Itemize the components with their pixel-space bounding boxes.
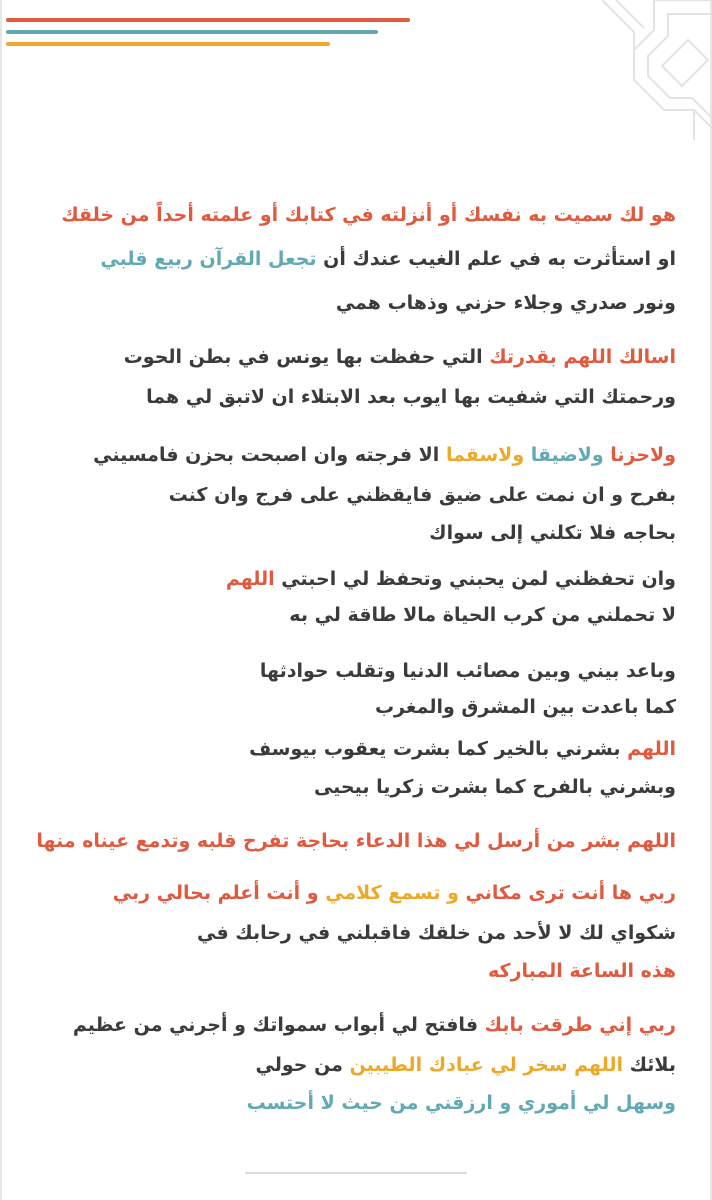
poem-segment: كما باعدت بين المشرق والمغرب (374, 696, 676, 718)
poem-segment: وان تحفظني لمن يحبني وتحفظ لي احبتي (274, 568, 676, 590)
poem-segment: شكواي لك لا لأحد من خلقك فاقبلني في رحابك في (197, 922, 676, 944)
poem-line (24, 826, 676, 856)
poem-segment: او استأثرت به في علم الغيب عندك أن (316, 248, 676, 270)
poem-segment: بشرني بالخير كما بشرت يعقوب بيوسف (249, 738, 628, 760)
poem-segment: اللهم (627, 738, 676, 760)
poem-segment: هذه الساعة المباركه (488, 960, 676, 982)
poem-line (24, 956, 676, 986)
poem-segment: بحاجه فلا تكلني إلى سواك (429, 522, 676, 544)
poem-segment: بفرح و ان نمت على ضيق فايقظني على فرج وان كنت (168, 484, 676, 506)
poem-segment: هو لك سميت به نفسك أو أنزلته في كتابك أو علمته أحداً من خلقك (61, 204, 676, 226)
poem-line (24, 734, 676, 764)
poem-segment: تجعل القرآن ربيع قلبي (100, 248, 317, 270)
poem-segment: بلائك (622, 1054, 676, 1076)
poem-line (24, 288, 676, 318)
poem-line (24, 656, 676, 686)
poem-line (24, 440, 676, 470)
poem-line (24, 564, 676, 594)
poem-line (24, 1088, 676, 1118)
poem-segment: ولاسقما (445, 444, 525, 466)
poem-segment: من حولي (255, 1054, 350, 1076)
poem-line (24, 244, 676, 274)
poem-segment: و أنت أعلم بحالي ربي (112, 882, 319, 904)
poem-line (24, 200, 676, 230)
poem-segment: ونور صدري وجلاء حزني وذهاب همي (335, 292, 676, 314)
poem-line (24, 772, 676, 802)
poem-segment: وبشرني بالفرح كما بشرت زكريا بيحيى (313, 776, 676, 798)
poem-segment: ورحمتك التي شفيت بها ايوب بعد الابتلاء ان لاتبق لي هما (146, 386, 676, 408)
poem-line (24, 878, 676, 908)
poem-line (24, 1050, 676, 1080)
poem-segment: الا فرجته وان اصبحت بحزن فامسيني (93, 444, 446, 466)
poem-segment: التي حفظت بها يونس في بطن الحوت (123, 346, 490, 368)
poem-segment: وسهل لي أموري و ارزقني من حيث لا أحتسب (246, 1092, 676, 1114)
poem-line (24, 518, 676, 548)
poem-segment: ربي ها أنت ترى مكاني (458, 882, 676, 904)
poem-line (24, 692, 676, 722)
poem-segment: ولاضيقا (524, 444, 604, 466)
poem-segment: و تسمع كلامي (318, 882, 459, 904)
poem-segment: اللهم بشر من أرسل لي هذا الدعاء بحاجة تفرح قلبه وتدمع عيناه منها (36, 830, 676, 852)
poem-segment: اللهم سخر لي عبادك الطيبين (349, 1054, 623, 1076)
divider (245, 1172, 467, 1174)
poem-segment: اسالك اللهم بقدرتك (489, 346, 676, 368)
poem-line (24, 600, 676, 630)
poem-line (24, 342, 676, 372)
poem-segment: اللهم (225, 568, 275, 590)
poem-segment: وباعد بيني وبين مصائب الدنيا وتقلب حوادثها (259, 660, 676, 682)
poem-segment: لا تحملني من كرب الحياة مالا طاقة لي به (289, 604, 676, 626)
poem-segment: فافتح لي أبواب سمواتك و أجرني من عظيم (72, 1014, 485, 1036)
poem-line (24, 1010, 676, 1040)
poem-line (24, 480, 676, 510)
poem-segment: ولاحزنا (603, 444, 676, 466)
poem-segment: ربي إني طرقت بابك (484, 1014, 676, 1036)
poem-line (24, 918, 676, 948)
poem-line (24, 382, 676, 412)
